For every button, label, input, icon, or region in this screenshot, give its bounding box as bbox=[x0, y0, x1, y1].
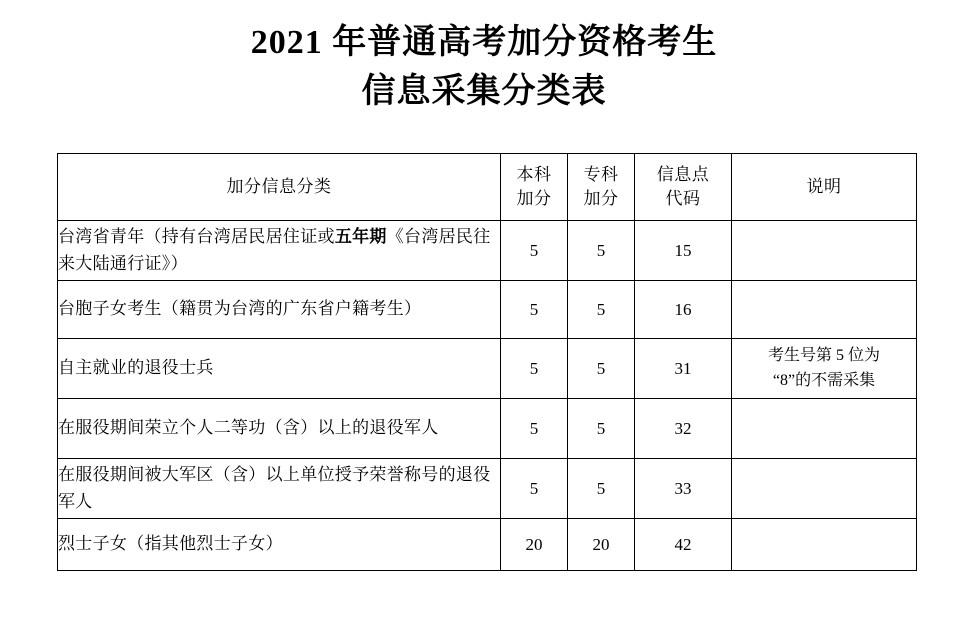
header-benke-line-1: 本科 bbox=[516, 165, 552, 185]
header-code-line-2: 代码 bbox=[665, 189, 701, 208]
page-title-line-2: 信息采集分类表 bbox=[361, 73, 607, 111]
cell-category: 在服役期间荣立个人二等功（含）以上的退役军人 bbox=[58, 399, 501, 459]
page-title bbox=[0, 0, 968, 117]
cell-note bbox=[732, 281, 917, 339]
cell-benke: 5 bbox=[501, 459, 568, 519]
cell-note bbox=[732, 221, 917, 281]
cell-benke: 5 bbox=[501, 221, 568, 281]
table-row bbox=[58, 399, 917, 459]
cell-benke: 20 bbox=[501, 519, 568, 571]
header-zhuanke-line-2: 加分 bbox=[583, 189, 619, 208]
cell-category: 在服役期间被大军区（含）以上单位授予荣誉称号的退役军人 bbox=[58, 459, 501, 519]
cell-zhuanke: 5 bbox=[568, 339, 635, 399]
table-header-row bbox=[58, 154, 917, 221]
cell-code: 42 bbox=[635, 519, 732, 571]
grade-table-container bbox=[57, 153, 911, 571]
header-code bbox=[635, 154, 732, 221]
category-part-bold: 五年期 bbox=[334, 227, 387, 247]
cell-category: 台胞子女考生（籍贯为台湾的广东省户籍考生） bbox=[58, 281, 501, 339]
cell-category bbox=[58, 221, 501, 281]
cell-zhuanke: 5 bbox=[568, 221, 635, 281]
cell-note bbox=[732, 519, 917, 571]
cell-benke: 5 bbox=[501, 281, 568, 339]
cell-zhuanke: 5 bbox=[568, 459, 635, 519]
cell-note bbox=[732, 459, 917, 519]
header-zhuanke-line-1: 专科 bbox=[583, 165, 619, 185]
note-line-1: 考生号第 5 位为 bbox=[767, 346, 880, 364]
header-category bbox=[58, 154, 501, 221]
cell-code: 16 bbox=[635, 281, 732, 339]
table-body bbox=[58, 221, 917, 571]
header-code-line-1: 信息点 bbox=[656, 165, 710, 185]
category-part-1: 台湾省青年（持有台湾居民居住证或 bbox=[58, 227, 335, 247]
cell-note bbox=[732, 399, 917, 459]
header-category-label: 加分信息分类 bbox=[226, 177, 332, 197]
table-header bbox=[58, 154, 917, 221]
note-line-2: “8”的不需采集 bbox=[772, 371, 876, 389]
cell-code: 33 bbox=[635, 459, 732, 519]
cell-benke: 5 bbox=[501, 339, 568, 399]
table-row bbox=[58, 339, 917, 399]
table-row bbox=[58, 459, 917, 519]
cell-note bbox=[732, 339, 917, 399]
cell-code: 31 bbox=[635, 339, 732, 399]
header-benke-line-2: 加分 bbox=[516, 189, 552, 208]
cell-zhuanke: 5 bbox=[568, 399, 635, 459]
cell-category: 烈士子女（指其他烈士子女） bbox=[58, 519, 501, 571]
table-row bbox=[58, 519, 917, 571]
header-note bbox=[732, 154, 917, 221]
cell-code: 15 bbox=[635, 221, 732, 281]
header-benke bbox=[501, 154, 568, 221]
cell-category: 自主就业的退役士兵 bbox=[58, 339, 501, 399]
header-zhuanke bbox=[568, 154, 635, 221]
cell-benke: 5 bbox=[501, 399, 568, 459]
grade-table bbox=[57, 153, 917, 571]
table-row bbox=[58, 221, 917, 281]
cell-zhuanke: 5 bbox=[568, 281, 635, 339]
table-row bbox=[58, 281, 917, 339]
header-note-label: 说明 bbox=[806, 177, 842, 197]
category-part-2: 《台湾居民往来大陆通行证》） bbox=[58, 227, 491, 273]
page-title-line-1: 2021 年普通高考加分资格考生 bbox=[250, 24, 718, 61]
cell-code: 32 bbox=[635, 399, 732, 459]
cell-zhuanke: 20 bbox=[568, 519, 635, 571]
